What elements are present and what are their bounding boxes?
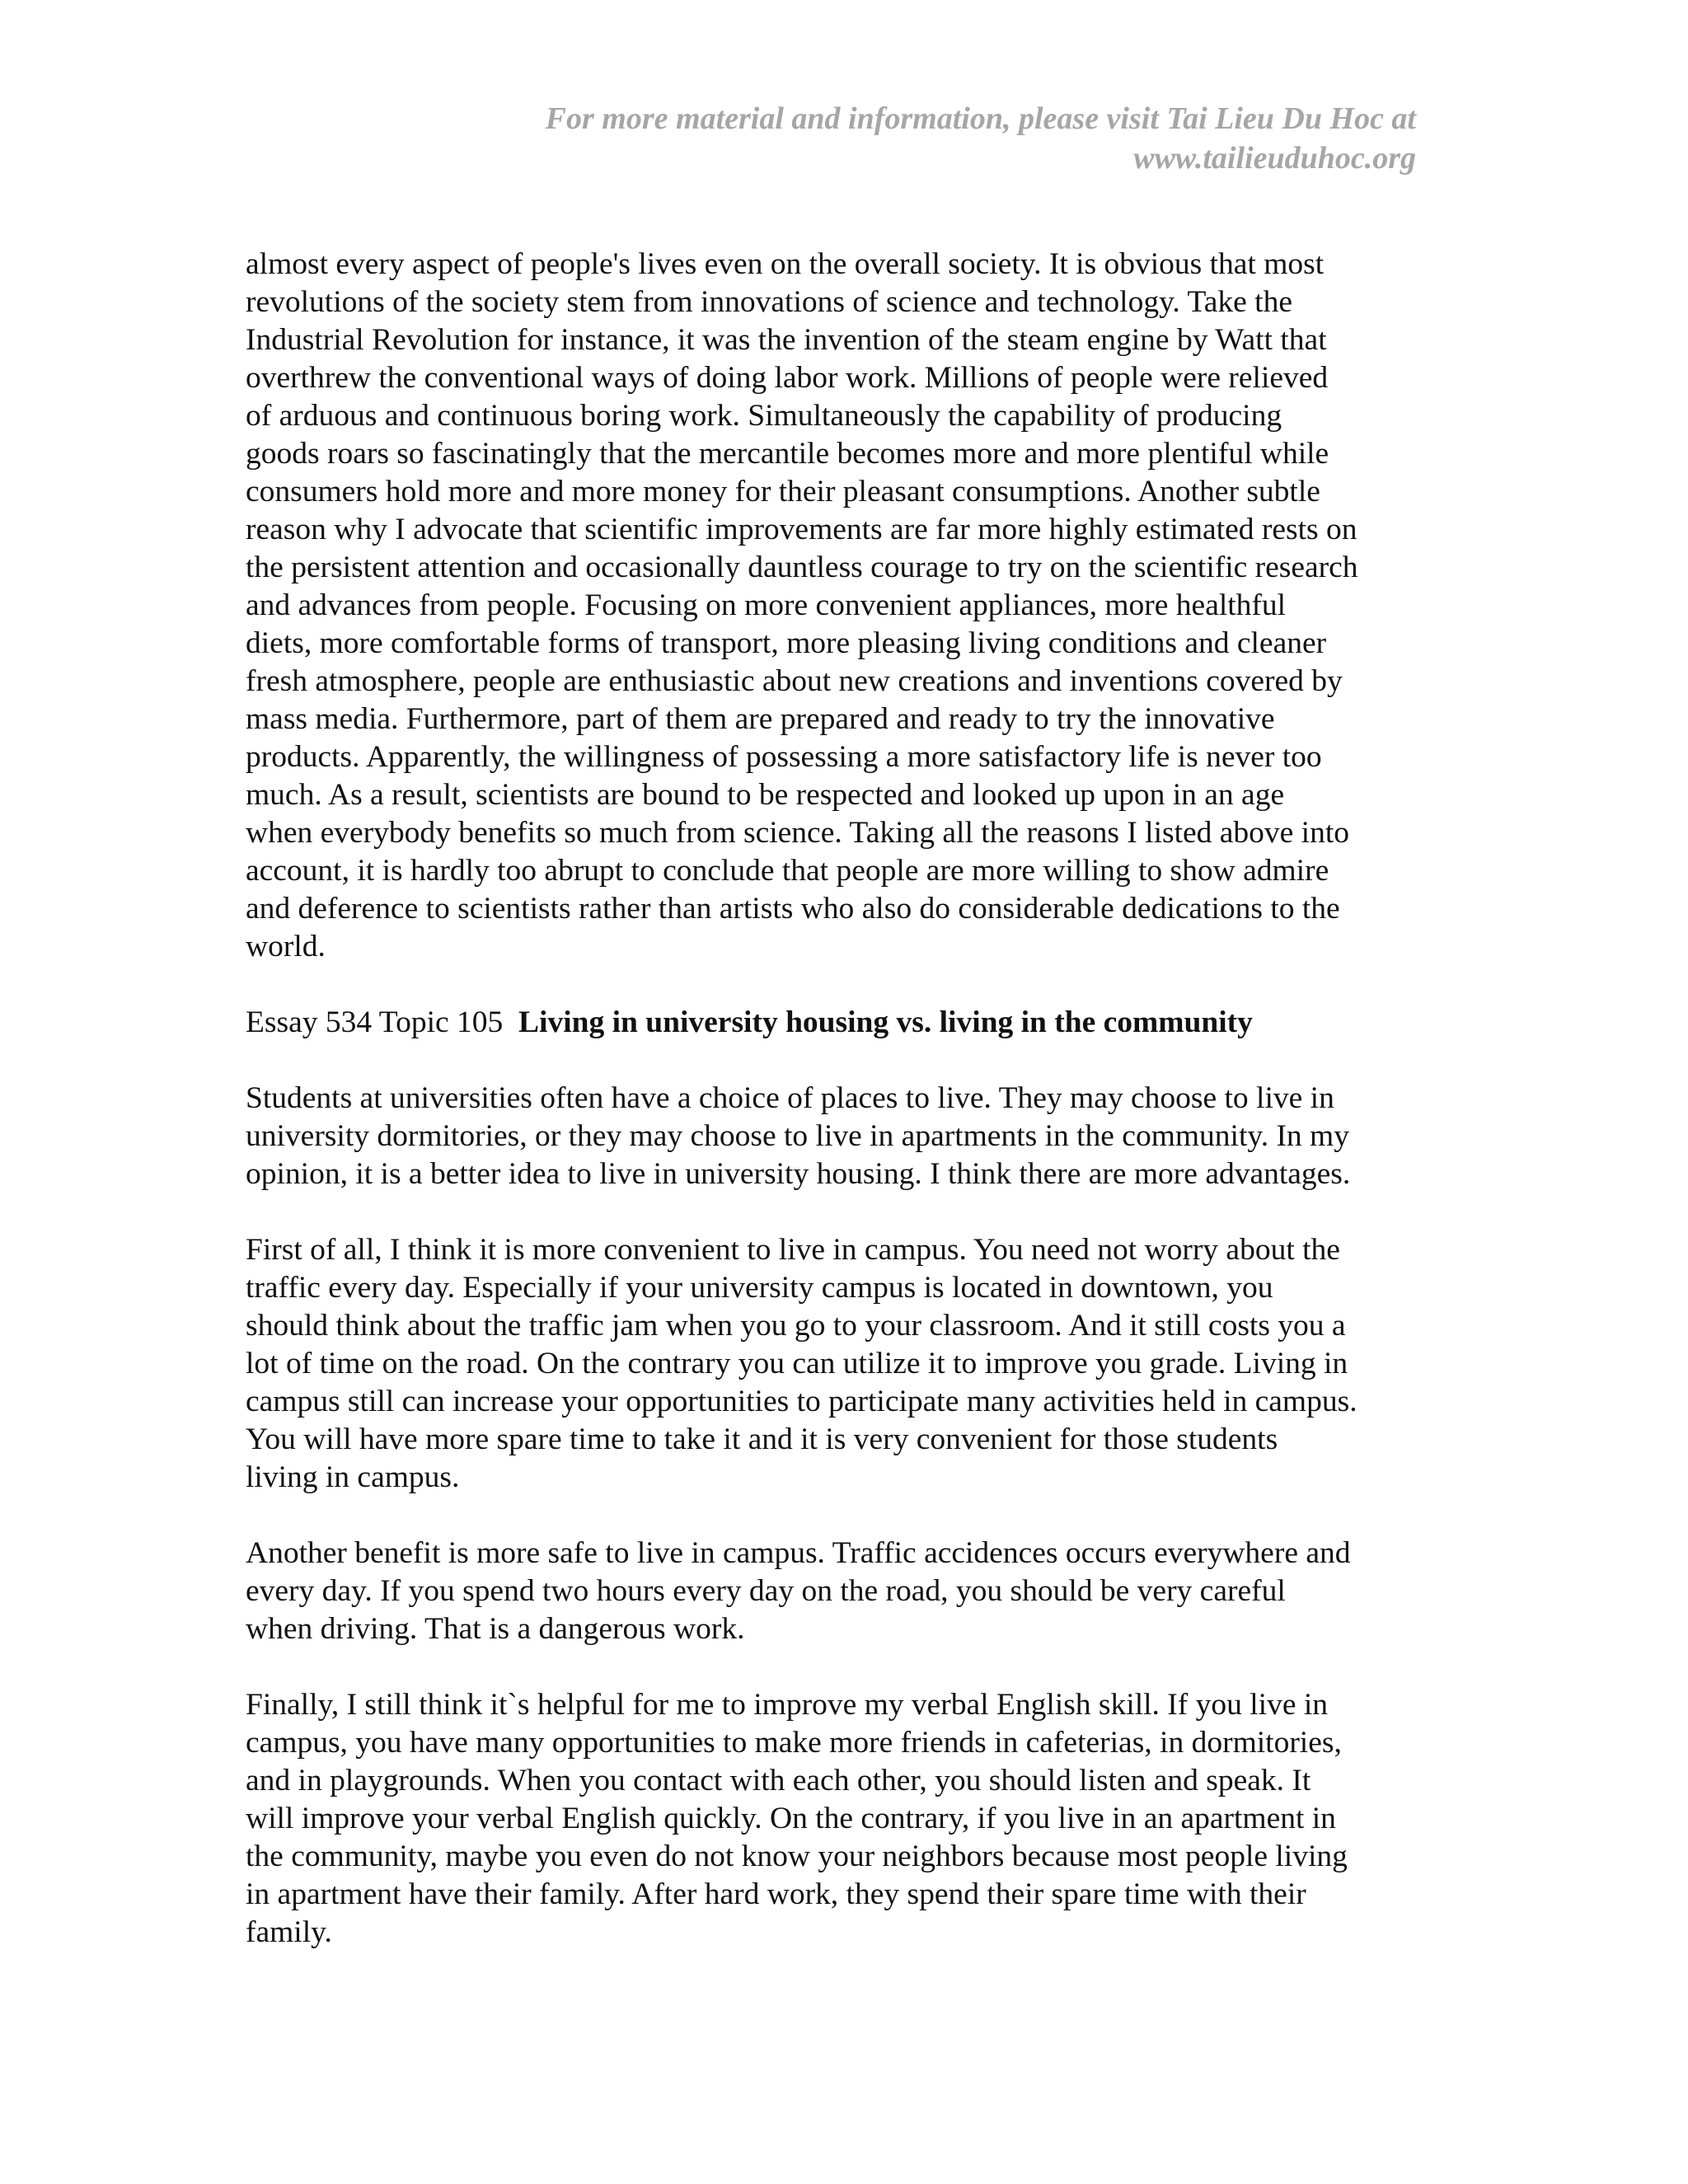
essay-label: Essay 534 Topic 105: [246, 1005, 504, 1039]
text-line: when driving. That is a dangerous work.: [246, 1612, 745, 1646]
text-line: Industrial Revolution for instance, it was the invention of the steam engine by Watt that: [246, 323, 1327, 357]
text-line: campus, you have many opportunities to make more friends in cafeterias, in dormitories,: [246, 1726, 1342, 1760]
text-line: much. As a result, scientists are bound to be respected and looked up upon in an age: [246, 778, 1285, 812]
text-line: the persistent attention and occasionally dauntless courage to try on the scientific research: [246, 551, 1358, 584]
text-line: First of all, I think it is more convenient to live in campus. You need not worry about the: [246, 1233, 1340, 1267]
paragraph-english-skill: [246, 1686, 1432, 1952]
page-header: [262, 99, 1416, 178]
text-line: revolutions of the society stem from innovations of science and technology. Take the: [246, 285, 1292, 319]
text-line: opinion, it is a better idea to live in university housing. I think there are more advantages.: [246, 1157, 1351, 1191]
text-line: every day. If you spend two hours every day on the road, you should be very careful: [246, 1574, 1286, 1608]
continuation-paragraph: [246, 246, 1432, 966]
text-line: in apartment have their family. After hard work, they spend their spare time with their: [246, 1877, 1306, 1911]
text-line: overthrew the conventional ways of doing labor work. Millions of people were relieved: [246, 361, 1329, 395]
text-line: and in playgrounds. When you contact with each other, you should listen and speak. It: [246, 1764, 1311, 1797]
text-line: should think about the traffic jam when you go to your classroom. And it still costs you a: [246, 1309, 1346, 1343]
text-line: almost every aspect of people's lives even on the overall society. It is obvious that most: [246, 247, 1325, 281]
document-body: [246, 246, 1432, 1990]
header-line-1: For more material and information, please visit Tai Lieu Du Hoc at: [545, 101, 1416, 136]
essay-title: Living in university housing vs. living in the community: [518, 1005, 1253, 1039]
text-line: university dormitories, or they may choose to live in apartments in the community. In my: [246, 1119, 1349, 1153]
text-line: consumers hold more and more money for their pleasant consumptions. Another subtle: [246, 475, 1320, 509]
text-line: Finally, I still think it`s helpful for me to improve my verbal English skill. If you live in: [246, 1688, 1329, 1722]
header-line-2: www.tailieuduhoc.org: [1133, 141, 1416, 176]
text-line: reason why I advocate that scientific improvements are far more highly estimated rests on: [246, 513, 1357, 546]
text-line: products. Apparently, the willingness of possessing a more satisfactory life is never too: [246, 740, 1322, 774]
text-line: Students at universities often have a choice of places to live. They may choose to live in: [246, 1081, 1334, 1115]
text-line: traffic every day. Especially if your university campus is located in downtown, you: [246, 1271, 1273, 1305]
text-line: campus still can increase your opportunities to participate many activities held in campus.: [246, 1385, 1357, 1418]
text-line: of arduous and continuous boring work. Simultaneously the capability of producing: [246, 399, 1282, 433]
text-line: diets, more comfortable forms of transport, more pleasing living conditions and cleaner: [246, 626, 1327, 660]
text-line: will improve your verbal English quickly. On the contrary, if you live in an apartment in: [246, 1802, 1336, 1835]
text-line: mass media. Furthermore, part of them are prepared and ready to try the innovative: [246, 702, 1275, 736]
paragraph-intro: [246, 1080, 1432, 1193]
text-line: and advances from people. Focusing on more convenient appliances, more healthful: [246, 588, 1287, 622]
text-line: world.: [246, 930, 326, 963]
text-line: and deference to scientists rather than artists who also do considerable dedications to the: [246, 892, 1340, 926]
text-line: account, it is hardly too abrupt to conclude that people are more willing to show admire: [246, 854, 1329, 888]
text-line: family.: [246, 1915, 332, 1949]
text-line: fresh atmosphere, people are enthusiastic about new creations and inventions covered by: [246, 664, 1343, 698]
text-line: You will have more spare time to take it and it is very convenient for those students: [246, 1422, 1278, 1456]
text-line: the community, maybe you even do not know your neighbors because most people living: [246, 1840, 1348, 1873]
paragraph-convenience: [246, 1231, 1432, 1497]
text-line: living in campus.: [246, 1460, 460, 1494]
text-line: when everybody benefits so much from science. Taking all the reasons I listed above into: [246, 816, 1350, 850]
text-line: goods roars so fascinatingly that the mercantile becomes more and more plentiful while: [246, 437, 1329, 471]
text-line: lot of time on the road. On the contrary you can utilize it to improve you grade. Living in: [246, 1347, 1348, 1380]
essay-heading: [246, 1004, 1432, 1042]
text-line: Another benefit is more safe to live in campus. Traffic accidences occurs everywhere and: [246, 1536, 1351, 1570]
paragraph-safety: [246, 1535, 1432, 1648]
